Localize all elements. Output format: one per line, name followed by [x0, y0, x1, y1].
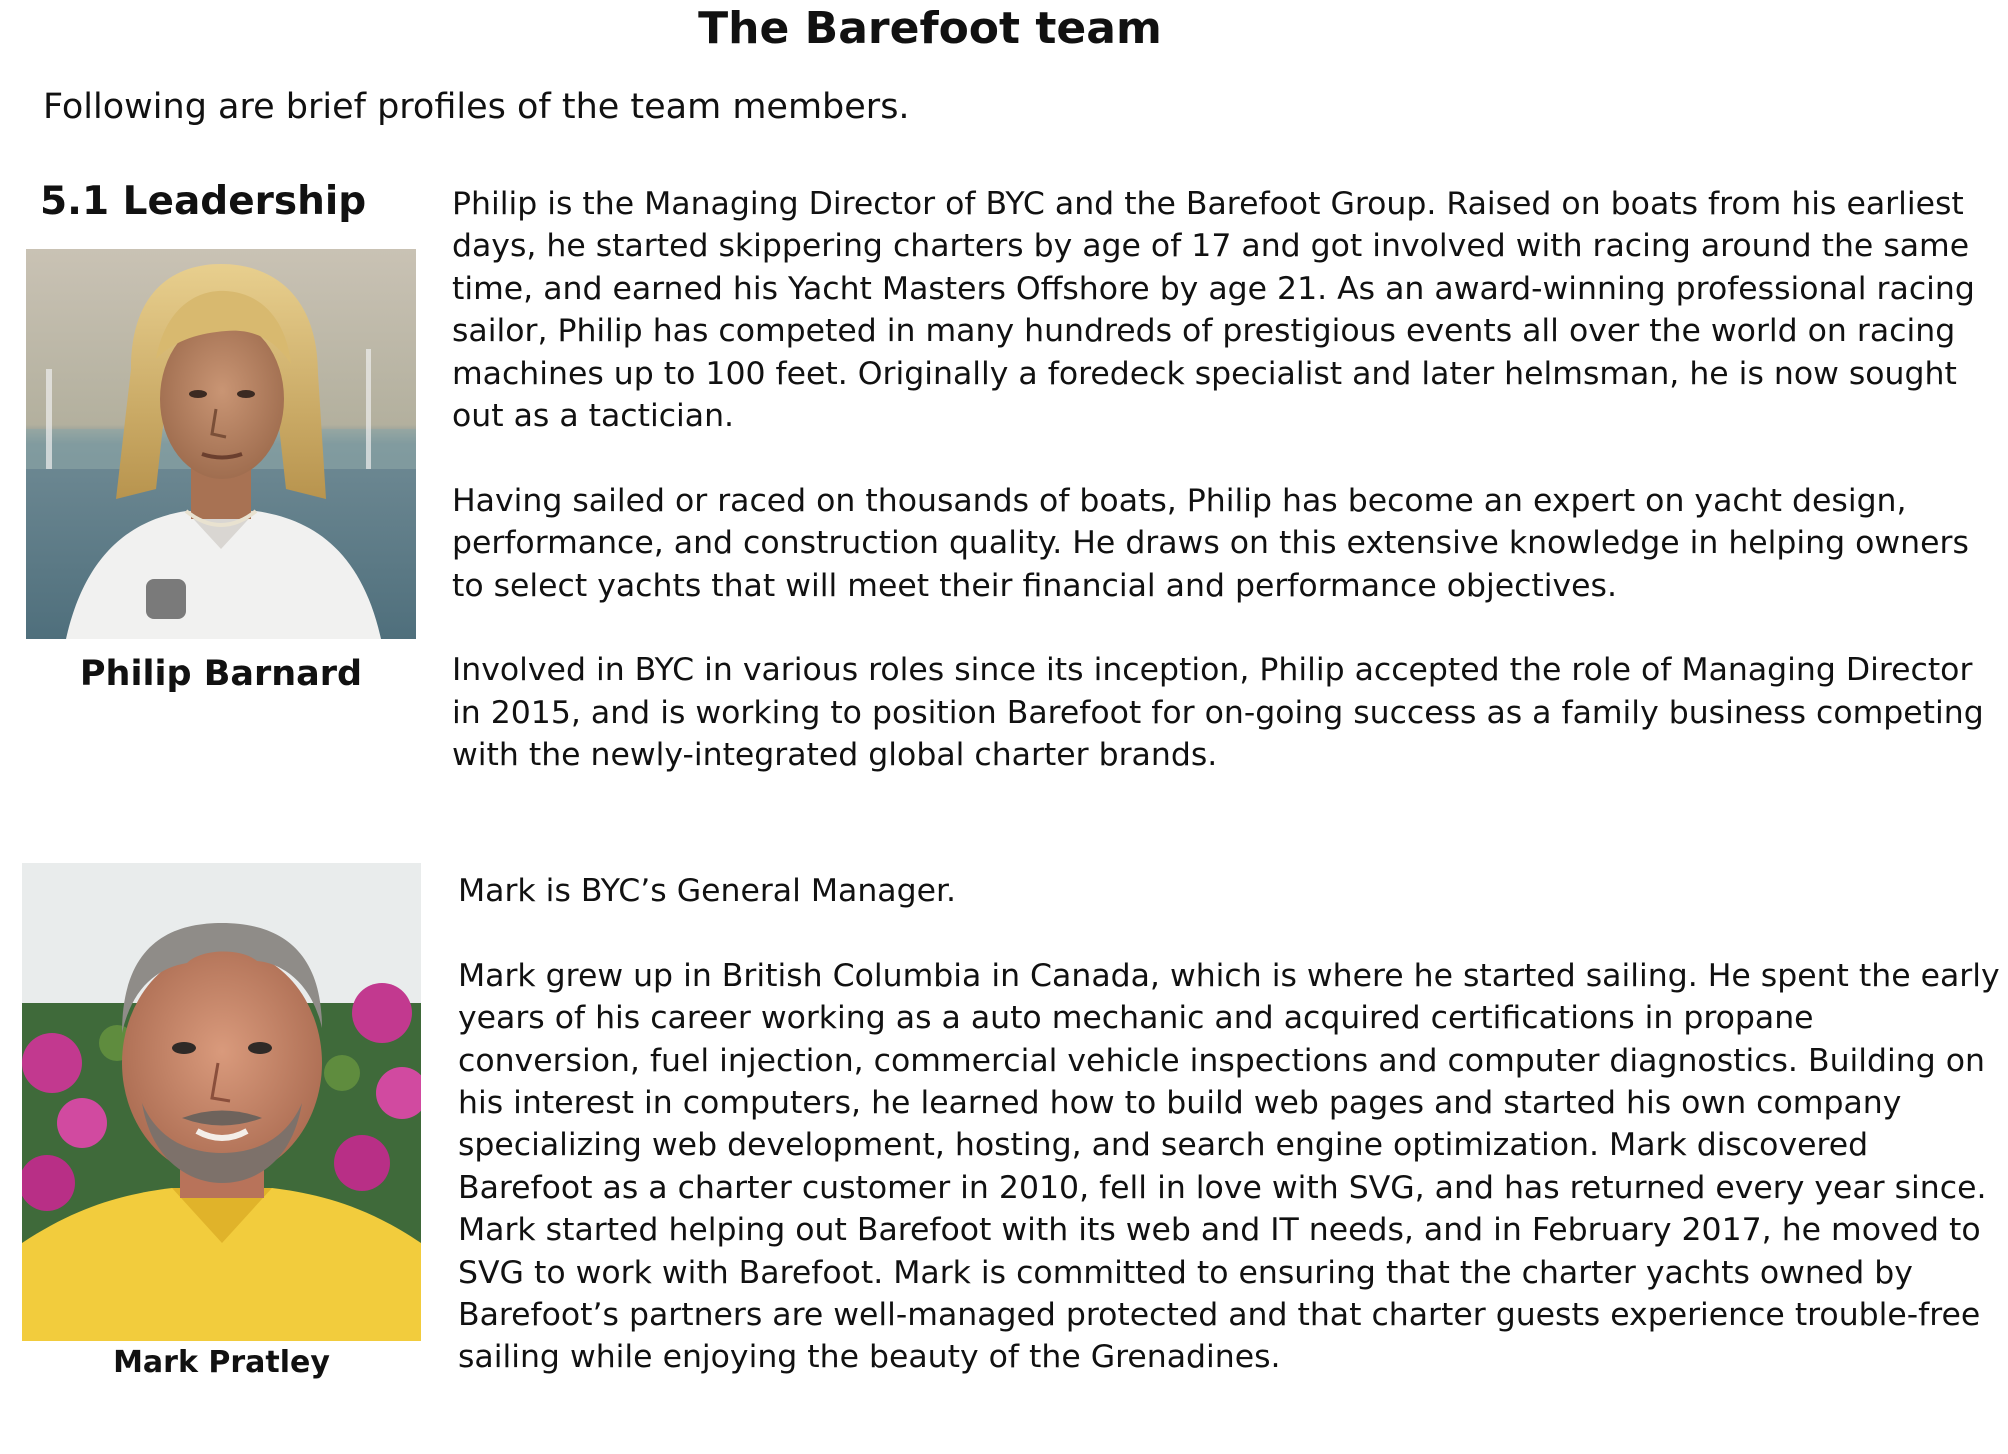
bio-paragraph: Having sailed or raced on thousands of boats, Philip has become an expert on yacht design, performance, and construction quality. He draws on this extensive knowledge in helping owners to select yachts that will meet their financial and performance objectives.	[452, 482, 1969, 604]
bio-paragraph: Mark is BYC’s General Manager.	[458, 873, 957, 909]
intro-text: Following are brief profiles of the team members.	[43, 87, 910, 127]
mark-pratley-caption: Mark Pratley	[113, 1345, 330, 1380]
philip-barnard-bio	[452, 183, 2002, 777]
philip-barnard-photo	[26, 249, 416, 639]
section-heading: 5.1 Leadership	[40, 179, 367, 224]
bio-paragraph: Mark grew up in British Columbia in Canada, which is where he started sailing. He spent the early years of his career working as a auto mechanic and acquired certifications in propane conversion, fuel injection, commercial vehicle inspections and computer diagnostics. Building on his interest in computers, he learned how to build web pages and started his own company specializing web development, hosting, and search engine optimization. Mark discovered Barefoot as a charter customer in 2010, fell in love with SVG, and has returned every year since. Mark started helping out Barefoot with its web and IT needs, and in February 2017, he moved to SVG to work with Barefoot. Mark is committed to ensuring that the charter yachts owned by Barefoot’s partners are well-managed protected and that charter guests experience trouble-free sailing while enjoying the beauty of the Grenadines.	[458, 957, 2000, 1376]
bio-paragraph: Philip is the Managing Director of BYC and the Barefoot Group. Raised on boats from his earliest days, he started skippering charters by age of 17 and got involved with racing around the same time, and earned his Yacht Masters Offshore by age 21. As an award-winning professional racing sailor, Philip has competed in many hundreds of prestigious events all over the world on racing machines up to 100 feet. Originally a foredeck specialist and later helmsman, he is now sought out as a tactician.	[452, 186, 1975, 435]
page-title: The Barefoot team	[698, 3, 1162, 54]
mark-pratley-photo	[22, 863, 421, 1341]
mark-pratley-bio	[458, 870, 2003, 1379]
bio-paragraph: Involved in BYC in various roles since its inception, Philip accepted the role of Managing Director in 2015, and is working to position Barefoot for on-going success as a family business competing with the newly-integrated global charter brands.	[452, 652, 1984, 774]
philip-barnard-caption: Philip Barnard	[79, 654, 363, 694]
